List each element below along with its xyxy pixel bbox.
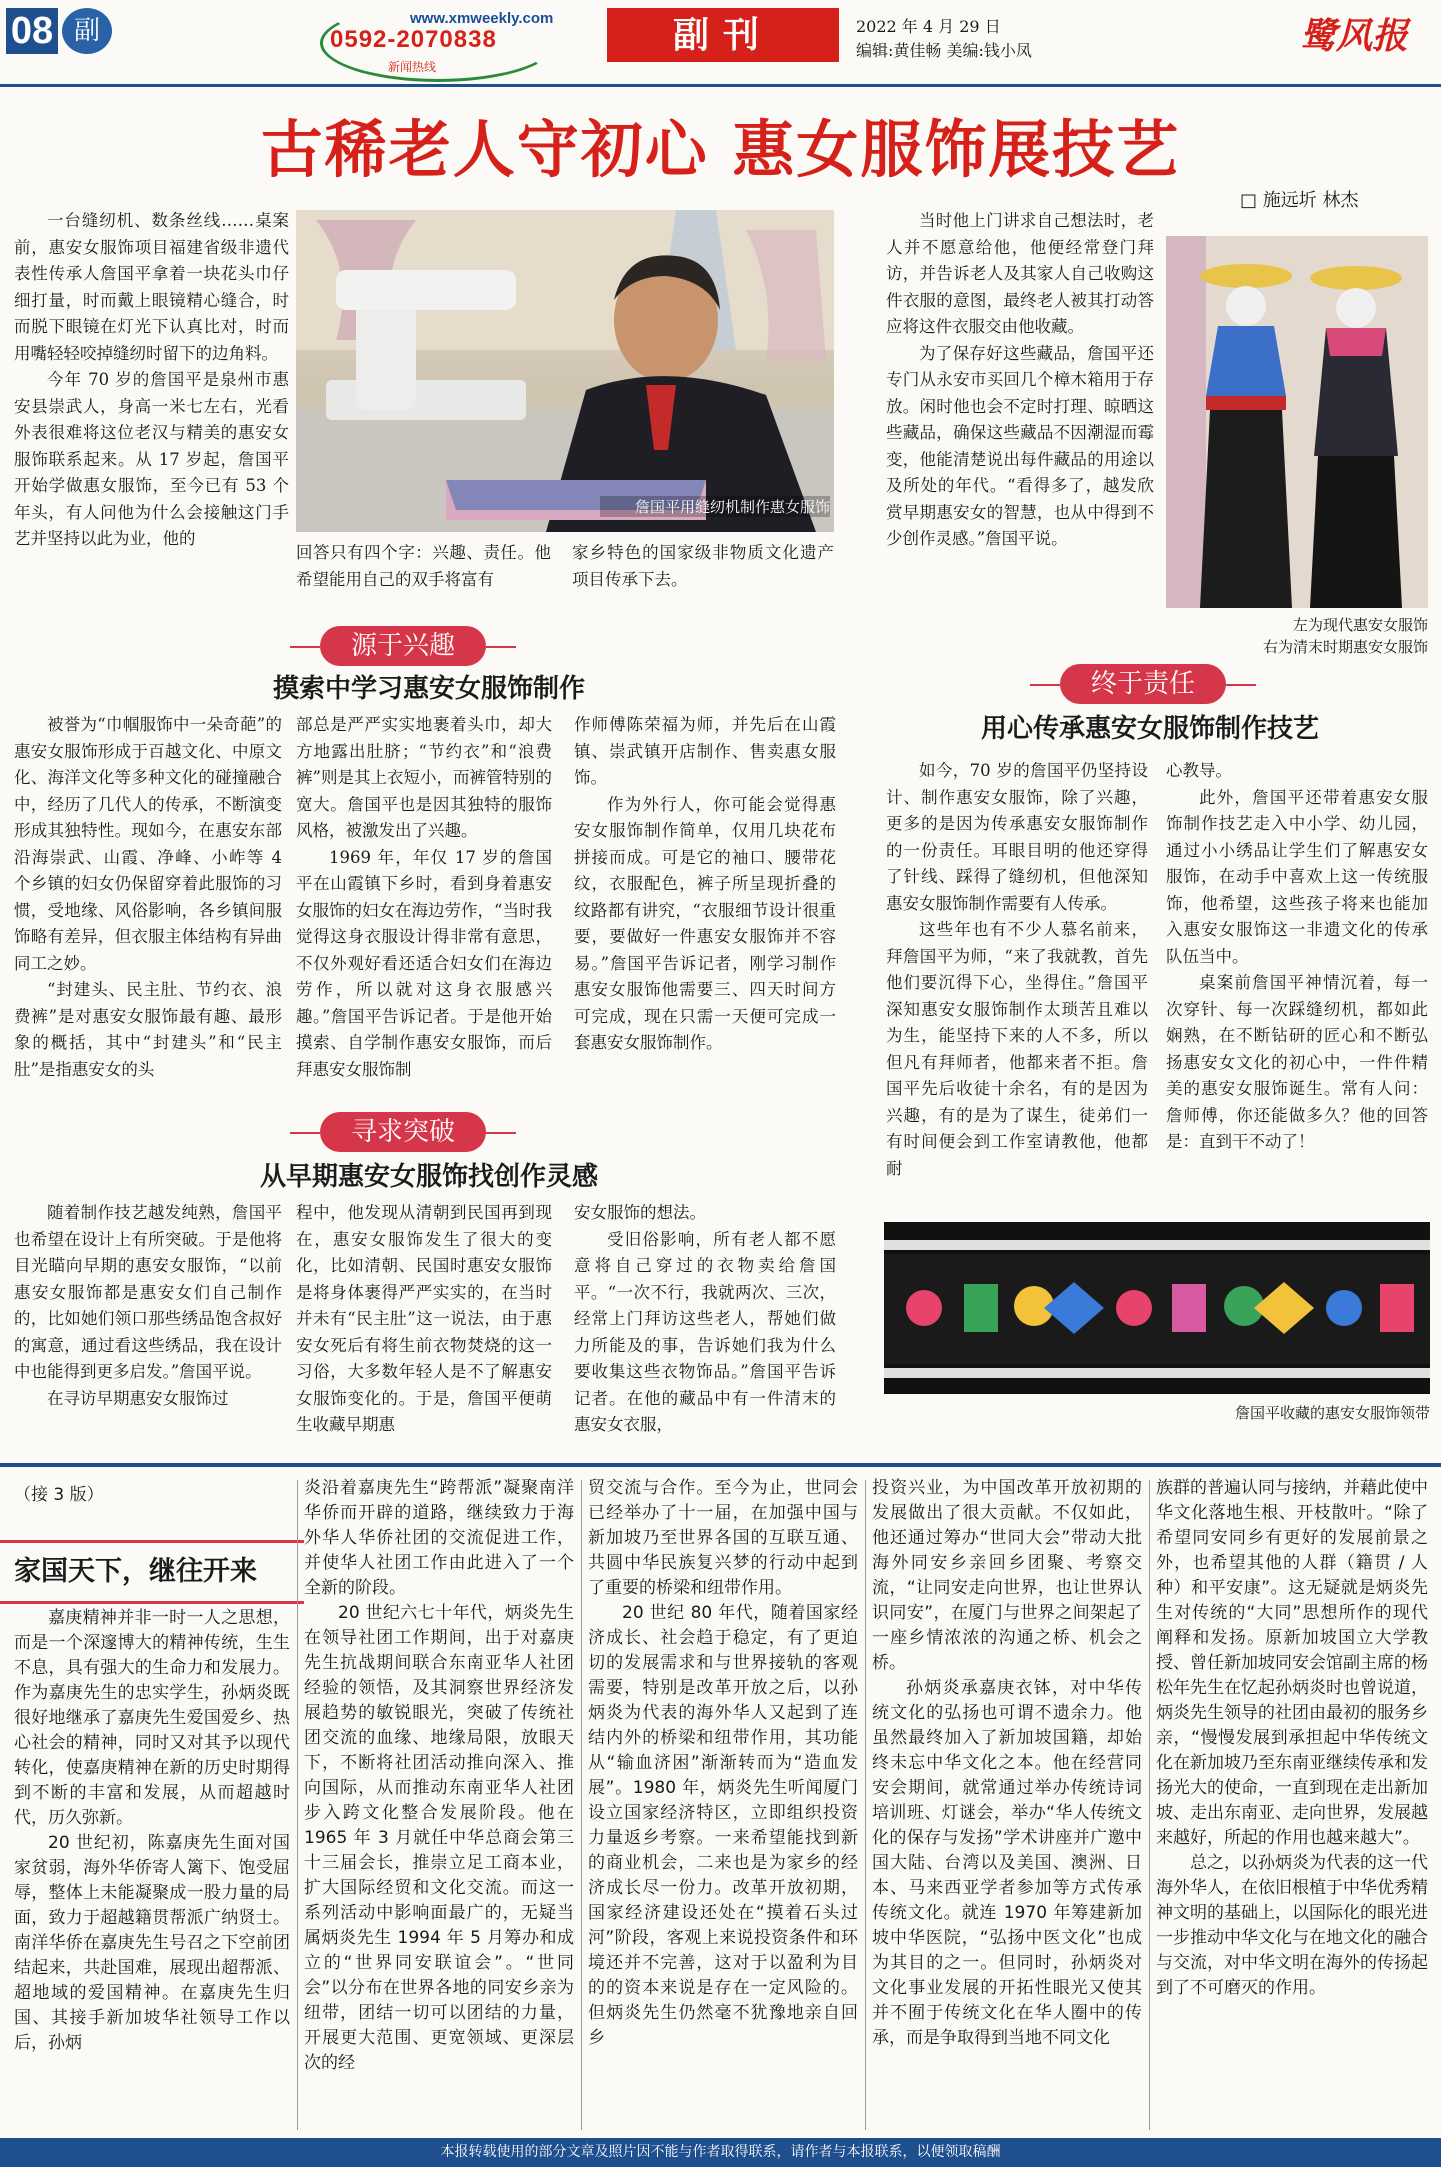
paragraph: 20 世纪初，陈嘉庚先生面对国家贫弱，海外华侨寄人篱下、饱受屈辱，整体上未能凝聚成一股力量的局面，致力于超越籍贯帮派广纳贤士。南洋华侨在嘉庚先生号召之下空前团结起来，共赴国难，展现出超帮派、超地域的爱国精神。在嘉庚先生归国、其接手新加坡华社领导工作以后，孙炳 — [14, 1833, 290, 2053]
continued-note: （接 3 版） — [14, 1485, 104, 1505]
paragraph: 作师傅陈荣福为师，并先后在山霞镇、崇武镇开店制作、售卖惠女服饰。 — [574, 715, 836, 787]
photo-tailor-sewing — [296, 210, 834, 532]
paragraph: 当时他上门讲求自己想法时，老人并不愿意给他，他便经常登门拜访，并告诉老人及其家人自己收购这件衣服的意图，最终老人被其打动答应将这件衣服交由他收藏。 — [886, 211, 1154, 336]
paragraph: 这些年也有不少人慕名前来，拜詹国平为师，“来了我就教，首先他们要沉得下心，坐得住。”詹国平深知惠安女服饰制作太琐苦且难以为生，能坚持下来的人不多，所以但凡有拜师者，他都来者不拒。詹国平先后收徒十余名，有的是因为兴趣，有的是为了谋生，徒弟们一有时间便会到工作室请教他，他都耐 — [886, 920, 1148, 1178]
paragraph: 今年 70 岁的詹国平是泉州市惠安县崇武人，身高一米七左右，光看外表很难将这位老汉与精美的惠安女服饰联系起来。从 17 岁起，詹国平开始学做惠女服饰，至今已有 53 个年头，有人问他为什么会接触这门手艺并坚持以此为业，他的 — [14, 370, 289, 548]
page-badge: 副 — [62, 8, 112, 54]
photo-costumes — [1166, 236, 1428, 608]
sec1-col-3 — [574, 712, 836, 1132]
photo-caption: 右为清末时期惠安女服饰 — [1262, 638, 1428, 656]
tag-rule — [486, 1132, 516, 1134]
column-rule — [581, 1480, 582, 2130]
header-rule — [0, 84, 1441, 87]
section-title: 摸索中学习惠安女服饰制作 — [272, 674, 585, 704]
website-link[interactable]: www.xmweekly.com — [410, 10, 554, 27]
photo-caption: 詹国平收藏的惠安女服饰领带 — [1234, 1404, 1430, 1422]
paragraph: 如今，70 岁的詹国平仍坚持设计、制作惠安女服饰，除了兴趣，更多的是因为传承惠安女服饰制作的一份责任。耳眼目明的他还穿得了针线、踩得了缝纫机，但他深知惠安女服饰制作需要有人传承。 — [886, 761, 1148, 913]
tailor-photo-icon — [296, 210, 834, 532]
intro-col-3 — [572, 540, 834, 620]
section-tag: 终于责任 — [1060, 664, 1226, 704]
newspaper-logo: 鹭风报 — [1300, 15, 1409, 57]
section-title: 副刊 — [607, 8, 839, 62]
byline: □ 施远圻 林杰 — [1240, 190, 1359, 211]
sec3-col-1 — [886, 758, 1148, 1208]
section-tag: 寻求突破 — [320, 1112, 486, 1152]
sec2-col-3 — [574, 1200, 836, 1454]
section-divider — [0, 1463, 1441, 1467]
tag-rule — [486, 646, 516, 648]
photo-embroidery — [884, 1222, 1430, 1394]
bottom-col-4 — [872, 1476, 1142, 2132]
paragraph: 为了保存好这些藏品，詹国平还专门从永安市买回几个樟木箱用于存放。闲时他也会不定时打理、晾晒这些藏品，确保这些藏品不因潮湿而霉变，他能清楚说出每件藏品的用途以及所处的年代。“看得多了，越发欣赏早期惠安女的智慧，也从中得到不少创作灵感。”詹国平说。 — [886, 343, 1154, 548]
column-rule — [1149, 1480, 1150, 2130]
paragraph: 孙炳炎承嘉庚衣钵，对中华传统文化的弘扬也可谓不遗余力。他虽然最终加入了新加坡国籍，却始终未忘中华文化之本。他在经营同安会期间，就常通过举办传统诗词培训班、灯谜会，举办“华人传统文化的保存与发扬”学术讲座并广邀中国大陆、台湾以及美国、澳洲、日本、马来西亚学者参加等方式传承传统文化。就连 1970 年筹建新加坡中华医院，“弘扬中医文化”也成为其目的之一。但同时，孙炳炎对文化事业发展的开拓性眼光又使其并不囿于传统文化在华人圈中的传承，而是争取得到当地不同文化 — [872, 1678, 1142, 2048]
paragraph: 总之，以孙炳炎为代表的这一代海外华人，在依旧根植于中华优秀精神文明的基础上，以国际化的眼光进一步推动中华文化与在地文化的融合与交流，对中华文明在海外的传扬起到了不可磨灭的作用。 — [1156, 1853, 1428, 1998]
issue-date: 2022 年 4 月 29 日 — [856, 17, 1001, 36]
paragraph: 族群的普遍认同与接纳，并藉此使中华文化落地生根、开枝散叶。“除了希望同安同乡有更好的发展前景之外，也希望其他的人群（籍贯 / 人种）和平安康”。这无疑就是炳炎先生对传统的“大同”思想所作的现代阐释和发扬。原新加坡国立大学教授、曾任新加坡同安会馆副主席的杨松年先生在忆起孙炳炎时也曾说道，炳炎先生领导的社团由最初的服务乡亲，“慢慢发展到承担起中华传统文化在新加坡乃至东南亚继续传承和发扬光大的使命，一直到现在走出新加坡、走出东南亚、走向世界，发展越来越好，所起的作用也越来越大”。 — [1156, 1478, 1428, 1848]
paragraph: 炎沿着嘉庚先生“跨帮派”凝聚南洋华侨而开辟的道路，继续致力于海外华人华侨社团的交流促进工作，并使华人社团工作由此进入了一个全新的阶段。 — [304, 1478, 574, 1598]
intro-col-4 — [886, 208, 1154, 628]
bottom-col-5 — [1156, 1476, 1428, 2132]
paragraph: 此外，詹国平还带着惠安女服饰制作技艺走入中小学、幼儿园，通过小小绣品让学生们了解惠安女服饰，在动手中喜欢上这一传统服饰，他希望，这些孩子将来也能加入惠安女服饰这一非遗文化的传承队伍当中。 — [1166, 787, 1428, 966]
section-title: 用心传承惠安女服饰制作技艺 — [980, 714, 1319, 744]
bottom-col-2 — [304, 1476, 574, 2132]
paragraph: 心教导。 — [1166, 761, 1232, 780]
paragraph: 嘉庚精神并非一时一人之思想，而是一个深邃博大的精神传统，生生不息，具有强大的生命力和发展力。作为嘉庚先生的忠实学生，孙炳炎既很好地继承了嘉庚先生爱国爱乡、热心社会的精神，同时又对其予以现代转化，使嘉庚精神在新的历史时期得到不断的丰富和发展，从而超越时代，历久弥新。 — [14, 1608, 290, 1828]
paragraph: 被誉为“巾帼服饰中一朵奇葩”的惠安女服饰形成于百越文化、中原文化、海洋文化等多种文化的碰撞融合中，经历了几代人的传承，不断演变形成其独特性。现如今，在惠安东部沿海崇武、山霞、净峰、小岞等 4 个乡镇的妇女仍保留穿着此服饰的习惯，受地缘、风俗影响，各乡镇间服饰略有差异，但衣服主体结构有异曲同工之妙。 — [14, 715, 282, 973]
hotline-phone: 0592-2070838 — [330, 26, 497, 53]
bottom-col-1 — [14, 1606, 290, 2132]
paragraph: 20 世纪六七十年代，炳炎先生在领导社团工作期间，出于对嘉庚先生抗战期间联合东南亚华人社团经验的领悟，及其洞察世界经济发展趋势的敏锐眼光，突破了传统社团交流的血缘、地缘局限，放眼天下，不断将社团活动推向深入、推向国际，从而推动东南亚华人社团步入跨文化整合发展阶段。他在 1965 年 3 月就任中华总商会第三十三届会长，推崇立足工商本业，扩大国际经贸和文化交流。而这一系列活动中影响面最广的，无疑当属炳炎先生 1994 年 5 月筹办和成立的“世界同安联谊会”。“世同会”以分布在世界各地的同安乡亲为纽带，团结一切可以团结的力量，开展更大范围、更宽领域、更深层次的经 — [304, 1603, 574, 2073]
sec2-col-2 — [296, 1200, 552, 1454]
column-rule — [865, 1480, 866, 2130]
paragraph: 作为外行人，你可能会觉得惠安女服饰制作简单，仅用几块花布拼接而成。可是它的袖口、腰带花纹，衣服配色，裤子所呈现折叠的纹路都有讲究，“衣服细节设计很重要，要做好一件惠安女服饰并不容易。”詹国平告诉记者，刚学习制作惠安女服饰他需要三、四天时间方可完成，现在只需一天便可完成一套惠安女服饰制作。 — [574, 794, 836, 1052]
paragraph: 程中，他发现从清朝到民国再到现在，惠安女服饰发生了很大的变化，比如清朝、民国时惠安女服饰是将身体裹得严严实实的，在当时并未有“民主肚”这一说法，由于惠安女死后有将生前衣物焚烧的这一习俗，大多数年轻人是不了解惠安女服饰变化的。于是，詹国平便萌生收藏早期惠 — [296, 1203, 552, 1434]
paragraph: 回答只有四个字：兴趣、责任。他希望能用自己的双手将富有 — [296, 543, 551, 589]
paragraph: 受旧俗影响，所有老人都不愿意将自己穿过的衣物卖给詹国平。“一次不行，我就两次、三次，经常上门拜访这些老人，帮她们做力所能及的事，告诉她们我为什么要收集这些衣物饰品。”詹国平告诉记者。在他的藏品中有一件清末的惠安女衣服， — [574, 1229, 836, 1434]
costume-photo-icon — [1166, 236, 1428, 608]
footer-notice: 本报转载使用的部分文章及照片因不能与作者取得联系，请作者与本报联系，以便领取稿酬 — [0, 2138, 1441, 2167]
paragraph: 在寻访早期惠安女服饰过 — [47, 1388, 229, 1408]
paragraph: 1969 年，年仅 17 岁的詹国平在山霞镇下乡时，看到身着惠安女服饰的妇女在海边劳作，“当时我觉得这身衣服设计得非常有意思，不仅外观好看还适合妇女们在海边劳作，所以就对这身衣服感兴趣。”詹国平告诉记者。于是他开始摸索、自学制作惠安女服饰，而后拜惠安女服饰制 — [296, 847, 552, 1079]
sec1-col-1 — [14, 712, 282, 1132]
paragraph: 一台缝纫机、数条丝线……桌案前，惠安女服饰项目福建省级非遗代表性传承人詹国平拿着一块花头巾仔细打量，时而戴上眼镜精心缝合，时而脱下眼镜在灯光下认真比对，时而用嘴轻轻咬掉缝纫时留下的边角料。 — [14, 211, 289, 363]
editors-line: 编辑:黄佳畅 美编:钱小凤 — [856, 41, 1032, 60]
paragraph: 随着制作技艺越发纯熟，詹国平也希望在设计上有所突破。于是他将目光瞄向早期的惠安女服饰，“以前惠安女服饰都是惠安女们自己制作的，比如她们领口那些绣品饱含叔好的寓意，通过看这些绣品，我在设计中也能得到更多启发。”詹国平说。 — [14, 1203, 282, 1381]
photo-caption: 詹国平用缝纫机制作惠女服饰 — [600, 496, 830, 517]
tag-rule — [1030, 684, 1060, 686]
bottom-article-title: 家国天下，继往开来 — [0, 1540, 304, 1604]
section-title: 从早期惠安女服饰找创作灵感 — [259, 1162, 598, 1192]
sec2-col-1 — [14, 1200, 282, 1454]
tag-rule — [290, 1132, 320, 1134]
bottom-col-3 — [588, 1476, 858, 2132]
photo-caption: 左为现代惠安女服饰 — [1292, 616, 1428, 634]
paragraph: 贸交流与合作。至今为止，世同会已经举办了十一届，在加强中国与新加坡乃至世界各国的互联互通、共圆中华民族复兴梦的行动中起到了重要的桥梁和纽带作用。 — [588, 1478, 858, 1598]
sec3-col-2 — [1166, 758, 1428, 1208]
paragraph: 部总是严严实实地裹着头巾，却大方地露出肚脐；“节约衣”和“浪费裤”则是其上衣短小，而裤管特别的宽大。詹国平也是因其独特的服饰风格，被激发出了兴趣。 — [296, 715, 552, 840]
embroidery-photo-icon — [884, 1222, 1430, 1394]
sec1-col-2 — [296, 712, 552, 1132]
hotline-label: 新闻热线 — [388, 60, 437, 74]
intro-col-2 — [296, 540, 551, 620]
paragraph: 桌案前詹国平神情沉着，每一次穿针、每一次踩缝纫机，都如此娴熟，在不断钻研的匠心和不断弘扬惠安女文化的初心中，一件件精美的惠安女服饰诞生。常有人问：詹师傅，你还能做多久？他的回答是：直到干不动了！ — [1166, 973, 1428, 1151]
column-rule — [297, 1480, 298, 2130]
intro-col-1 — [14, 208, 289, 618]
tag-rule — [1226, 684, 1256, 686]
paragraph: 投资兴业，为中国改革开放初期的发展做出了很大贡献。不仅如此，他还通过筹办“世同大会”带动大批海外同安乡亲回乡团聚、考察交流，“让同安走向世界，也让世界认识同安”，在厦门与世界之间架起了一座乡情浓浓的沟通之桥、机会之桥。 — [872, 1478, 1142, 1673]
paragraph: “封建头、民主肚、节约衣、浪费裤”是对惠安女服饰最有趣、最形象的概括，其中“封建头”和“民主肚”是指惠安女的头 — [14, 980, 282, 1079]
section-tag: 源于兴趣 — [320, 626, 486, 666]
headline: 古稀老人守初心 惠女服饰展技艺 — [260, 113, 1181, 186]
tag-rule — [290, 646, 320, 648]
paragraph: 家乡特色的国家级非物质文化遗产项目传承下去。 — [572, 543, 834, 589]
paragraph: 20 世纪 80 年代，随着国家经济成长、社会趋于稳定，有了更迫切的发展需求和与世界接轨的客观需要，特别是改革开放之后，以孙炳炎为代表的海外华人又起到了连结内外的桥梁和纽带作用，其功能从“输血济困”渐渐转而为“造血发展”。1980 年，炳炎先生听闻厦门设立国家经济特区，立即组织投资力量返乡考察。一来希望能找到新的商业机会，二来也是为家乡的经济成长尽一份力。改革开放初期，国家经济建设还处在“摸着石头过河”阶段，客观上来说投资条件和环境还并不完善，这对于以盈利为目的的资本来说是存在一定风险的。但炳炎先生仍然毫不犹豫地亲自回乡 — [588, 1603, 858, 2048]
page-number: 08 — [6, 8, 58, 54]
paragraph: 安女服饰的想法。 — [574, 1203, 706, 1222]
